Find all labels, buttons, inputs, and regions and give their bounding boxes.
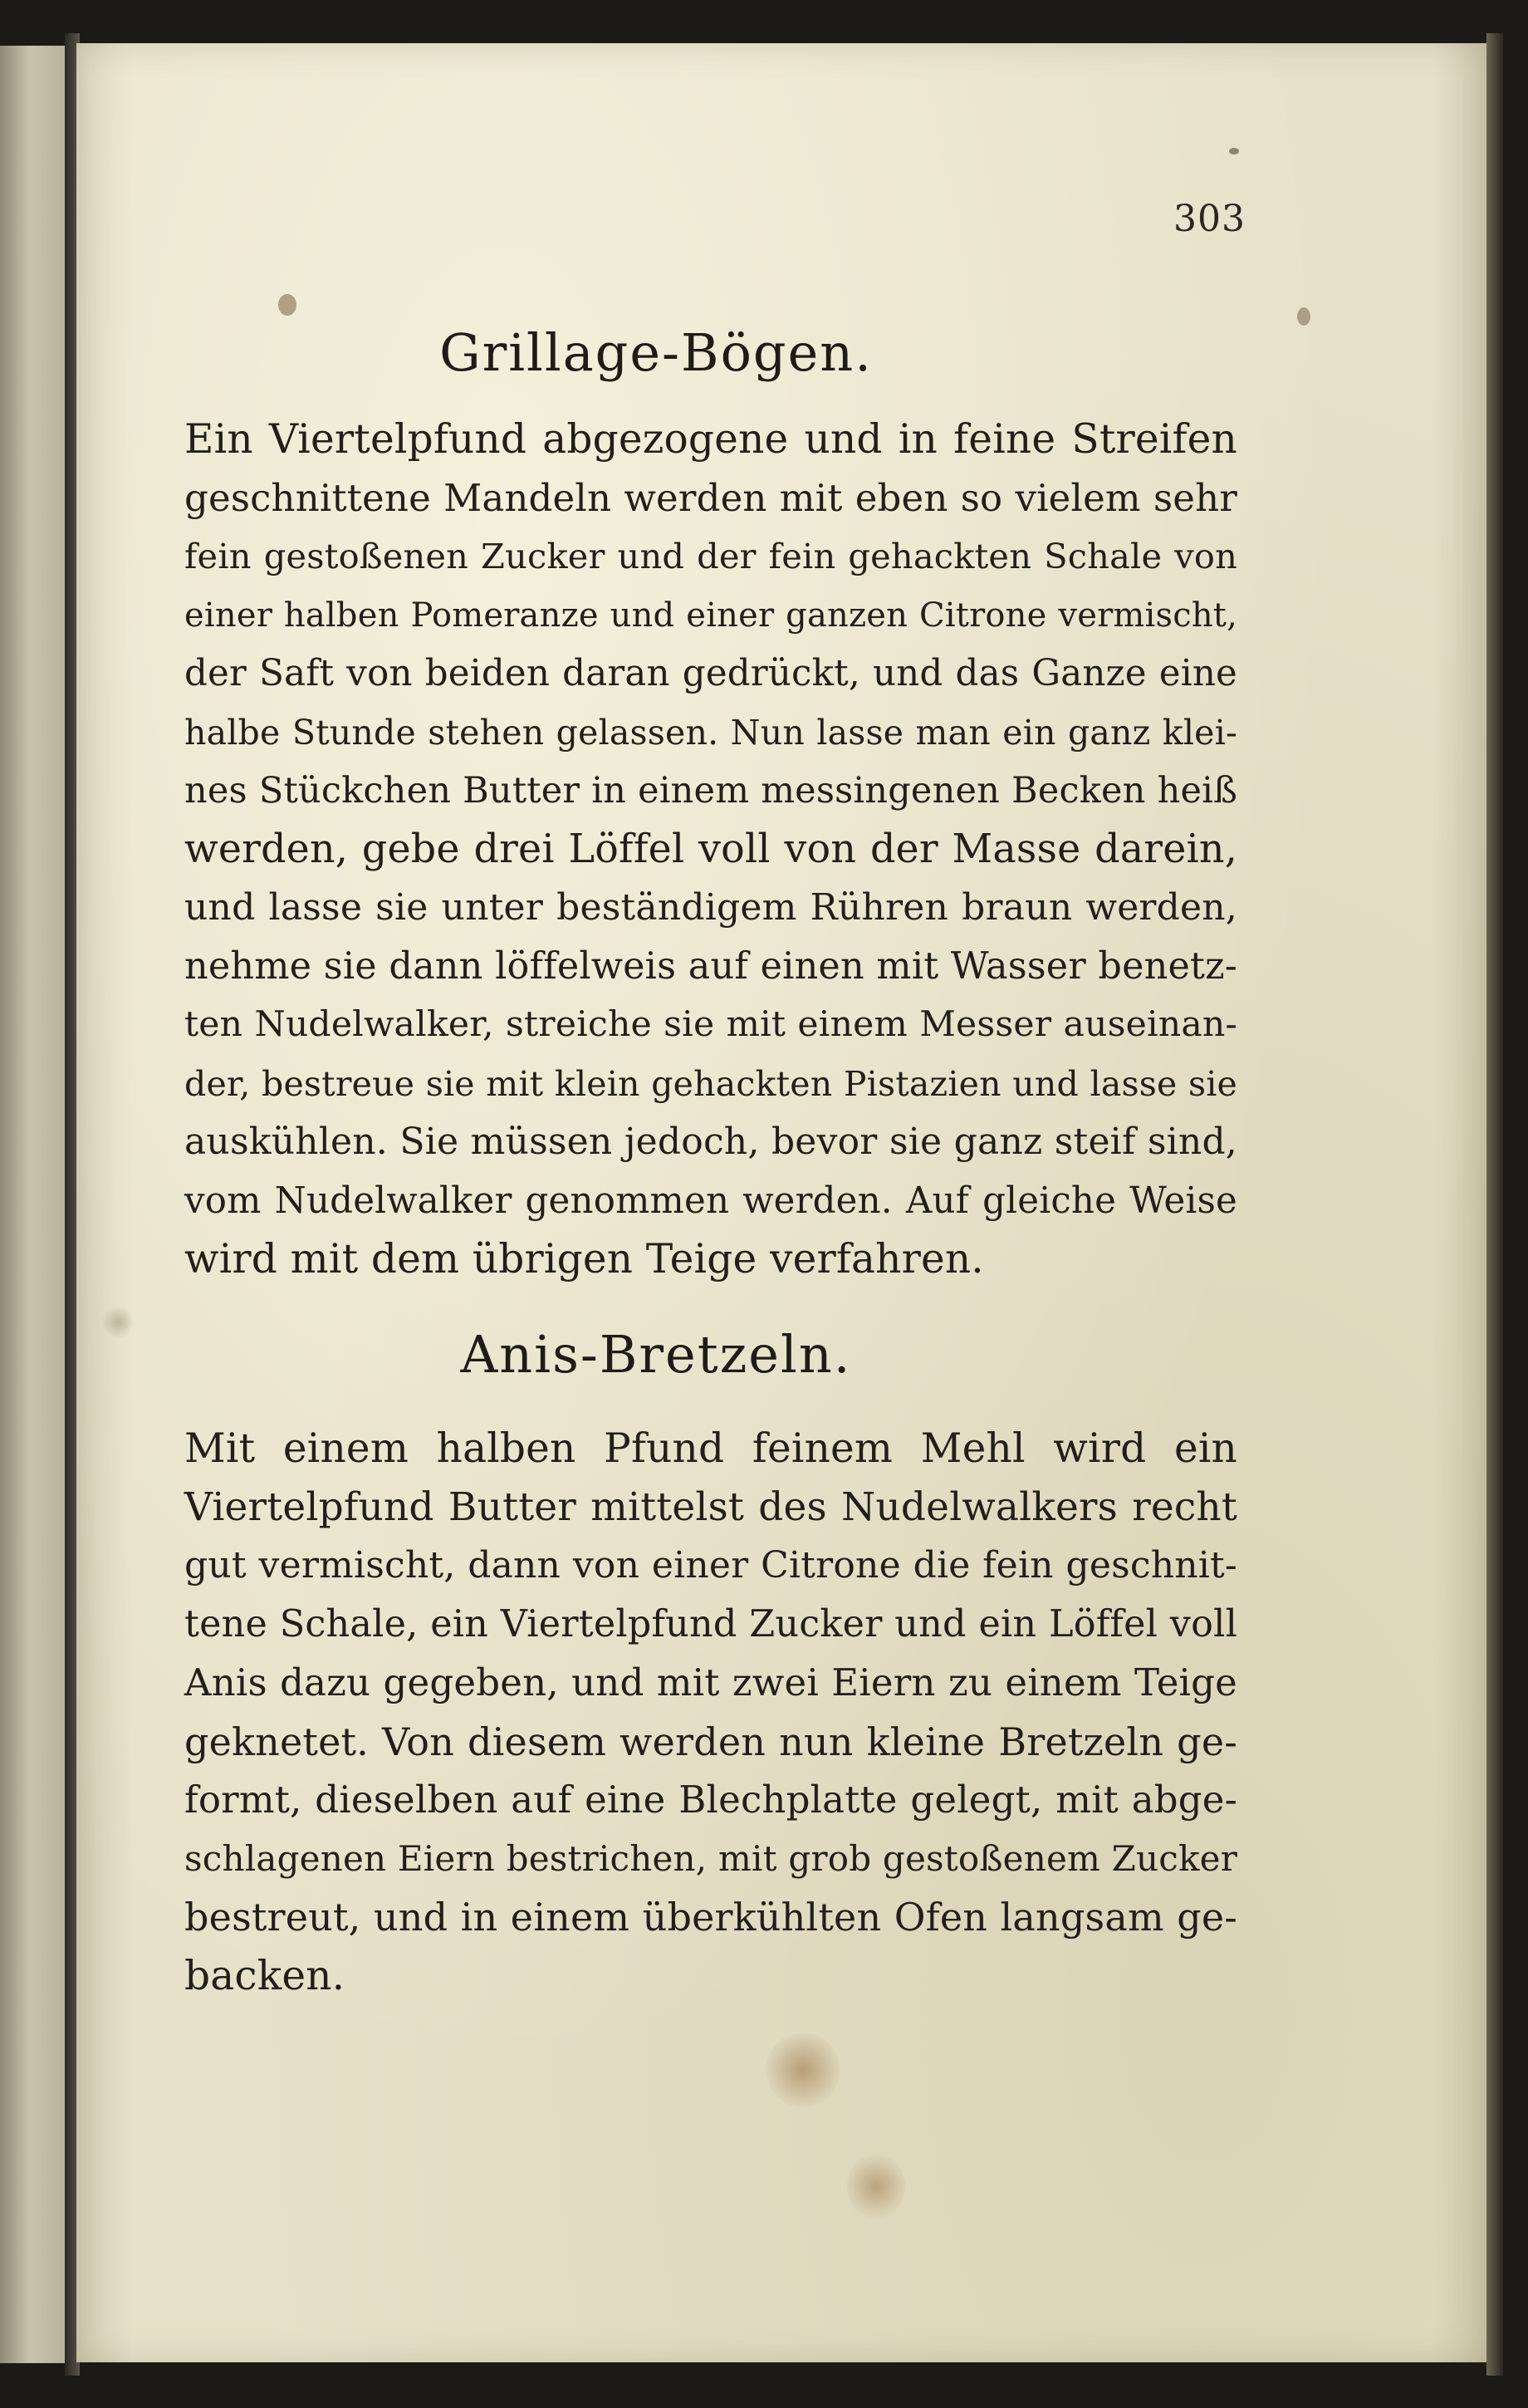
text-line: formt, dieselben auf eine Blechplatte gelegt, mit abge- (184, 1778, 1237, 1822)
recipe-text-anis-bretzeln (184, 1420, 1237, 2005)
page-right-edge (1486, 33, 1503, 2376)
text-line: auskühlen. Sie müssen jedoch, bevor sie ganz steif sind, (184, 1121, 1237, 1163)
paper-stain (1297, 307, 1310, 326)
text-line: backen. (184, 1952, 345, 1999)
text-line: geschnittene Mandeln werden mit eben so vielem sehr (184, 475, 1237, 520)
text-line: fein gestoßenen Zucker und der fein gehackten Schale von (184, 536, 1237, 576)
paper-stain (278, 294, 296, 316)
text-line: schlagenen Eiern bestrichen, mit grob gestoßenem Zucker (184, 1837, 1237, 1879)
text-line: wird mit dem übrigen Teige verfahren. (184, 1236, 984, 1282)
recipe-title-grillage-boegen: Grillage-Bögen. (439, 322, 873, 383)
paper-stain (847, 2153, 905, 2219)
text-line: und lasse sie unter beständigem Rühren braun werden, (184, 886, 1237, 929)
text-line: bestreut, und in einem überkühlten Ofen langsam ge- (184, 1895, 1237, 1940)
text-line: gut vermischt, dann von einer Citrone die fein geschnit- (184, 1544, 1237, 1587)
text-line: Ein Viertelpfund abgezogene und in feine Streifen (184, 416, 1237, 463)
text-line: Anis dazu gegeben, und mit zwei Eiern zu einem Teige (184, 1660, 1237, 1704)
text-line: der Saft von beiden daran gedrückt, und das Ganze eine (184, 653, 1237, 694)
text-line: vom Nudelwalker genommen werden. Auf gleiche Weise (184, 1179, 1237, 1222)
paper-stain (1229, 148, 1239, 154)
text-line: werden, gebe drei Löffel voll von der Masse darein, (184, 826, 1237, 872)
recipe-text-grillage-boegen (184, 410, 1237, 1289)
text-line: Mit einem halben Pfund feinem Mehl wird ein (184, 1425, 1237, 1472)
page-number: 303 (1173, 198, 1246, 240)
paper-stain (766, 2033, 840, 2107)
text-line: der, bestreue sie mit klein gehackten Pistazien und lasse sie (184, 1063, 1237, 1104)
text-line: ten Nudelwalker, streiche sie mit einem Messer auseinan- (184, 1004, 1237, 1045)
text-line: nes Stückchen Butter in einem messingenen Becken heiß (184, 770, 1237, 812)
text-line: einer halben Pomeranze und einer ganzen Citrone vermischt, (184, 596, 1237, 635)
facing-page-edge (0, 46, 75, 2363)
text-line: halbe Stunde stehen gelassen. Nun lasse man ein ganz klei- (184, 712, 1237, 753)
recipe-title-anis-bretzeln: Anis-Bretzeln. (460, 1324, 852, 1385)
text-line: nehme sie dann löffelweis auf einen mit Wasser benetz- (184, 944, 1237, 988)
text-line: Viertelpfund Butter mittelst des Nudelwalkers recht (184, 1484, 1237, 1530)
text-line: geknetet. Von diesem werden nun kleine Bretzeln ge- (184, 1719, 1237, 1764)
text-line: tene Schale, ein Viertelpfund Zucker und ein Löffel voll (184, 1602, 1237, 1645)
